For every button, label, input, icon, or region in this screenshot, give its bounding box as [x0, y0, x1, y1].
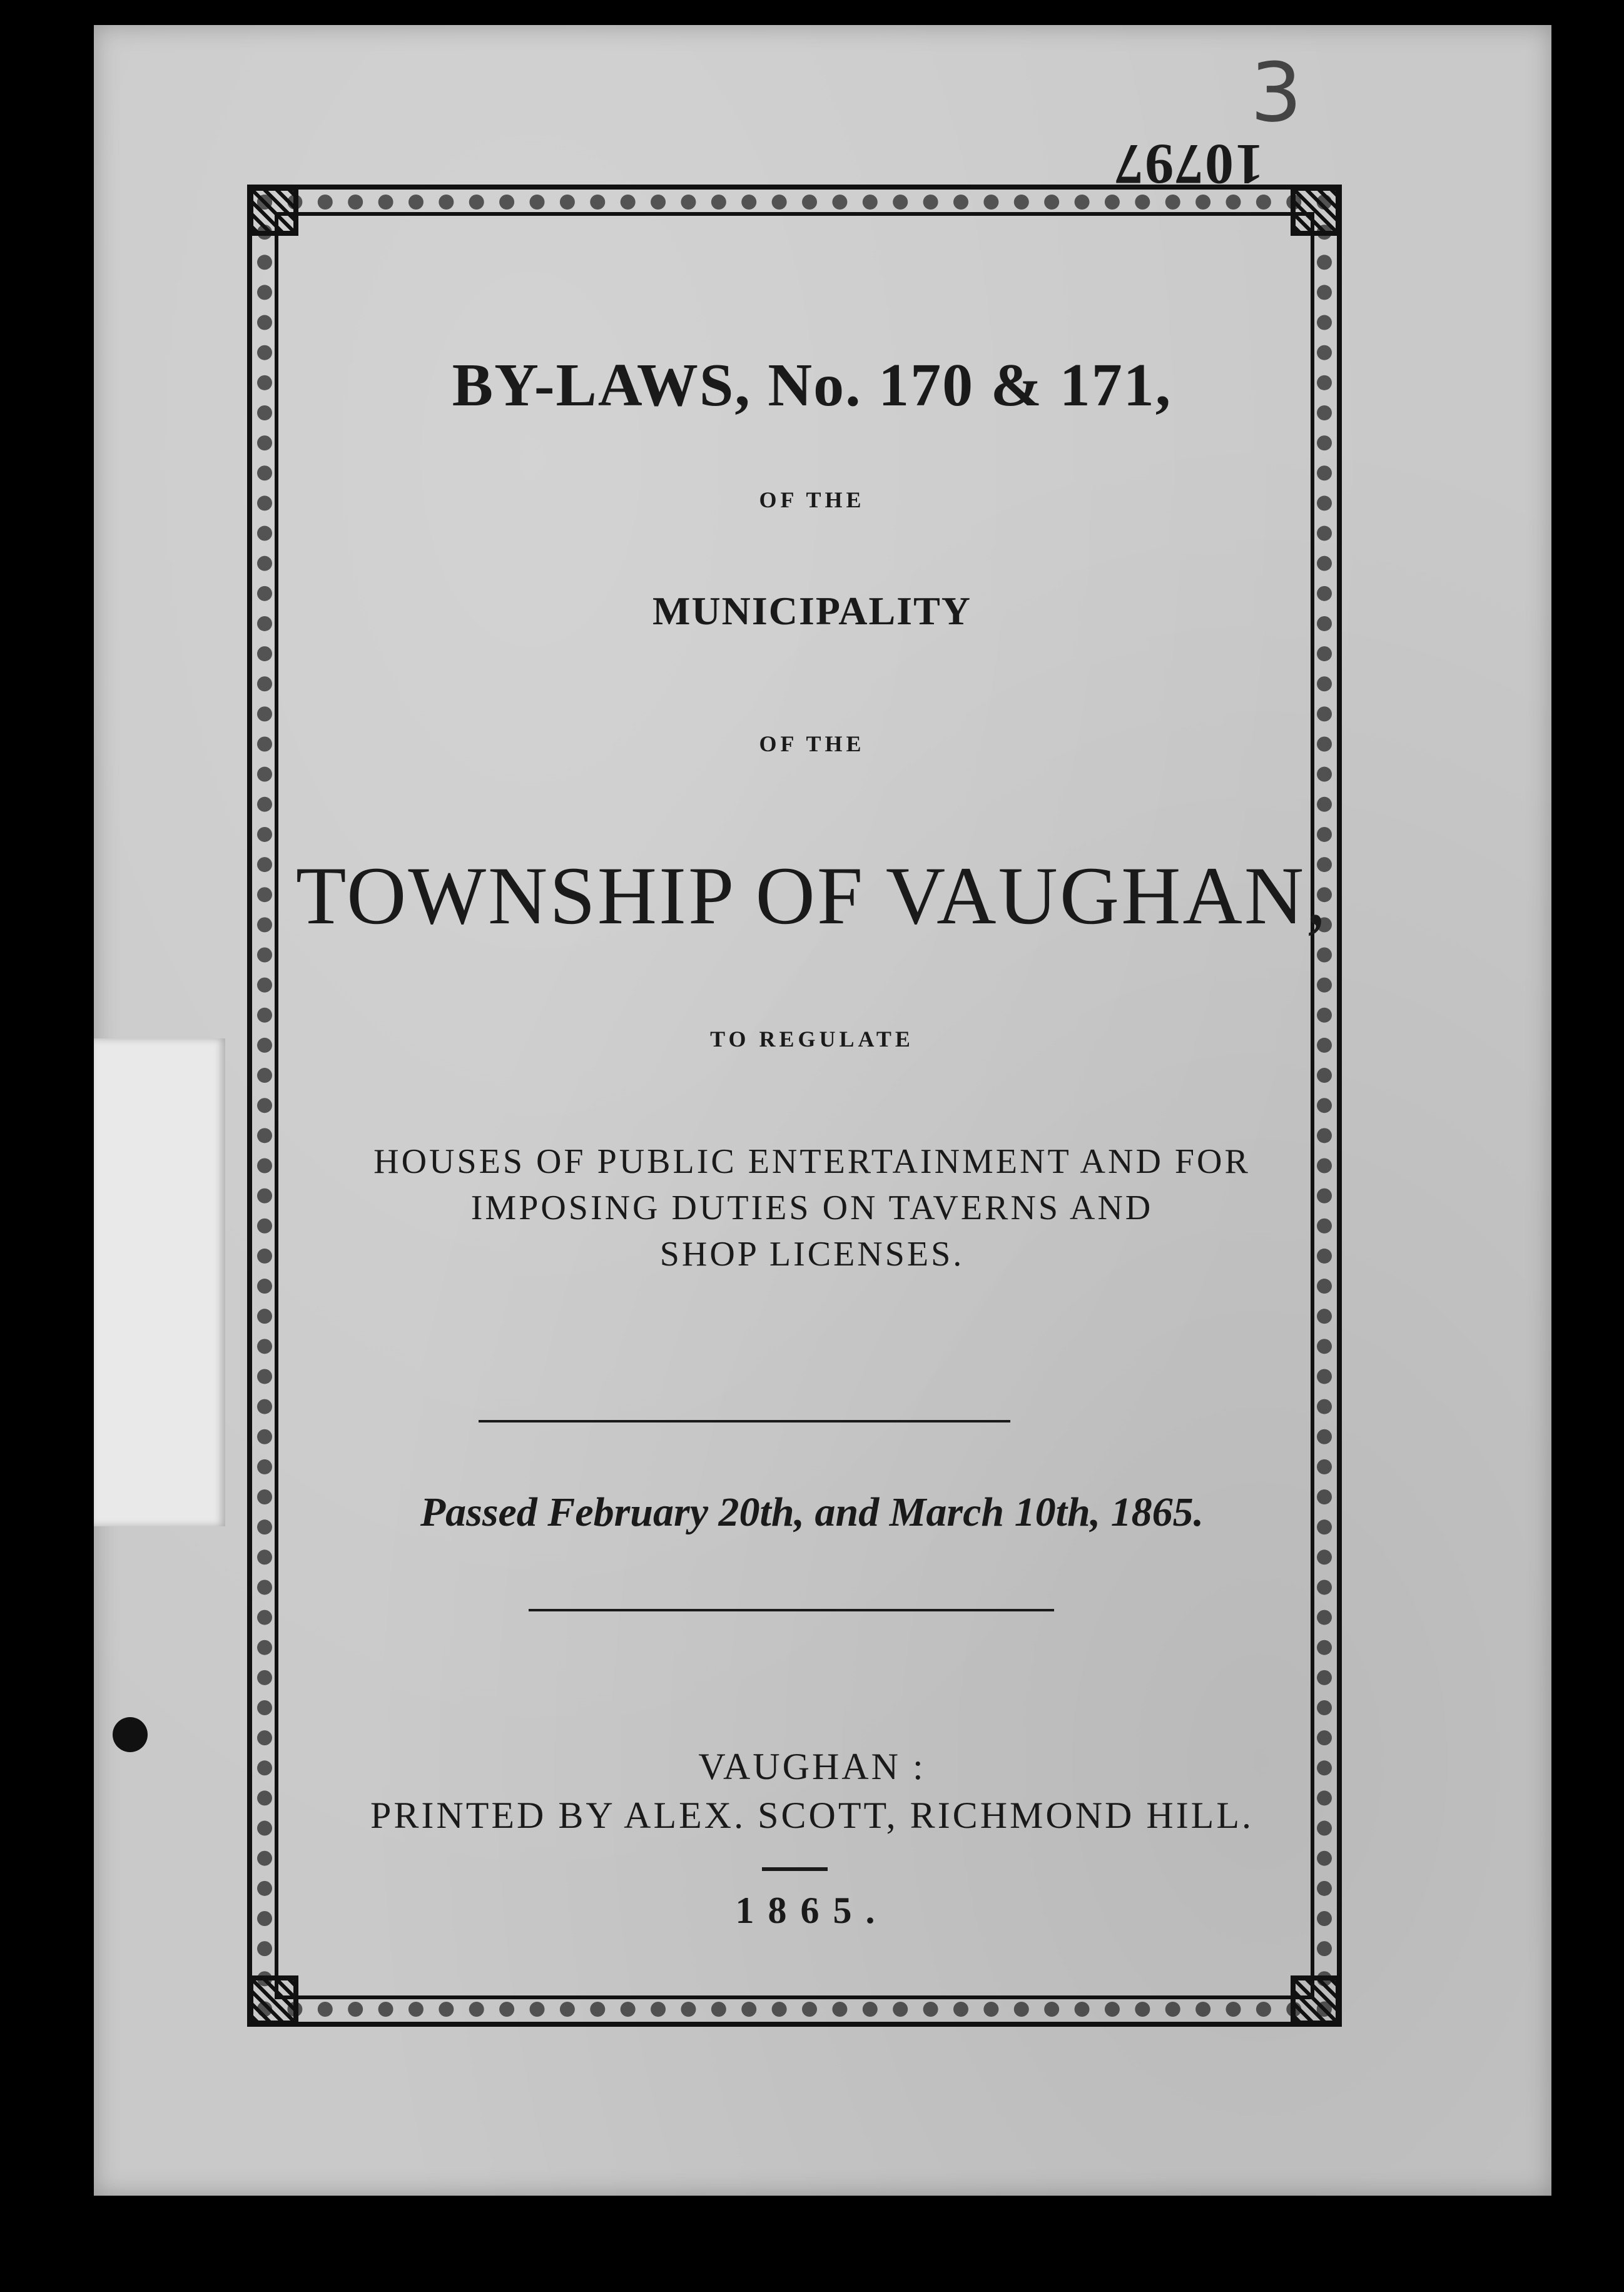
imprint-place: VAUGHAN : [698, 1746, 926, 1787]
pencil-mark: 3 [1250, 45, 1302, 140]
imprint-year: 1865. [735, 1890, 889, 1931]
purpose-line: HOUSES OF PUBLIC ENTERTAINMENT AND FOR [373, 1142, 1251, 1181]
document-title: BY-LAWS, No. 170 & 171, [452, 352, 1172, 419]
of-the-line: OF THE [759, 487, 865, 512]
divider-rule [479, 1420, 1010, 1422]
imprint-printer: PRINTED BY ALEX. SCOTT, RICHMOND HILL. [370, 1795, 1254, 1836]
municipality-heading: MUNICIPALITY [652, 589, 972, 633]
torn-edge [94, 1038, 225, 1526]
inner-border [275, 212, 1314, 1999]
corner-ornament-icon [1291, 1975, 1341, 2026]
corner-ornament-icon [1291, 186, 1341, 236]
corner-ornament-icon [248, 186, 298, 236]
of-the-line: OF THE [759, 731, 865, 756]
corner-ornament-icon [248, 1975, 298, 2026]
purpose-line: IMPOSING DUTIES ON TAVERNS AND [470, 1189, 1154, 1227]
divider-rule [529, 1609, 1054, 1611]
purpose-line: SHOP LICENSES. [659, 1235, 965, 1274]
divider-rule [762, 1867, 828, 1871]
to-regulate-line: TO REGULATE [710, 1027, 914, 1052]
passed-date: Passed February 20th, and March 10th, 1865. [420, 1489, 1204, 1535]
catalog-number: 10797 [1114, 133, 1264, 196]
township-heading: TOWNSHIP OF VAUGHAN, [295, 849, 1329, 941]
purpose-statement [0, 1138, 1624, 1277]
